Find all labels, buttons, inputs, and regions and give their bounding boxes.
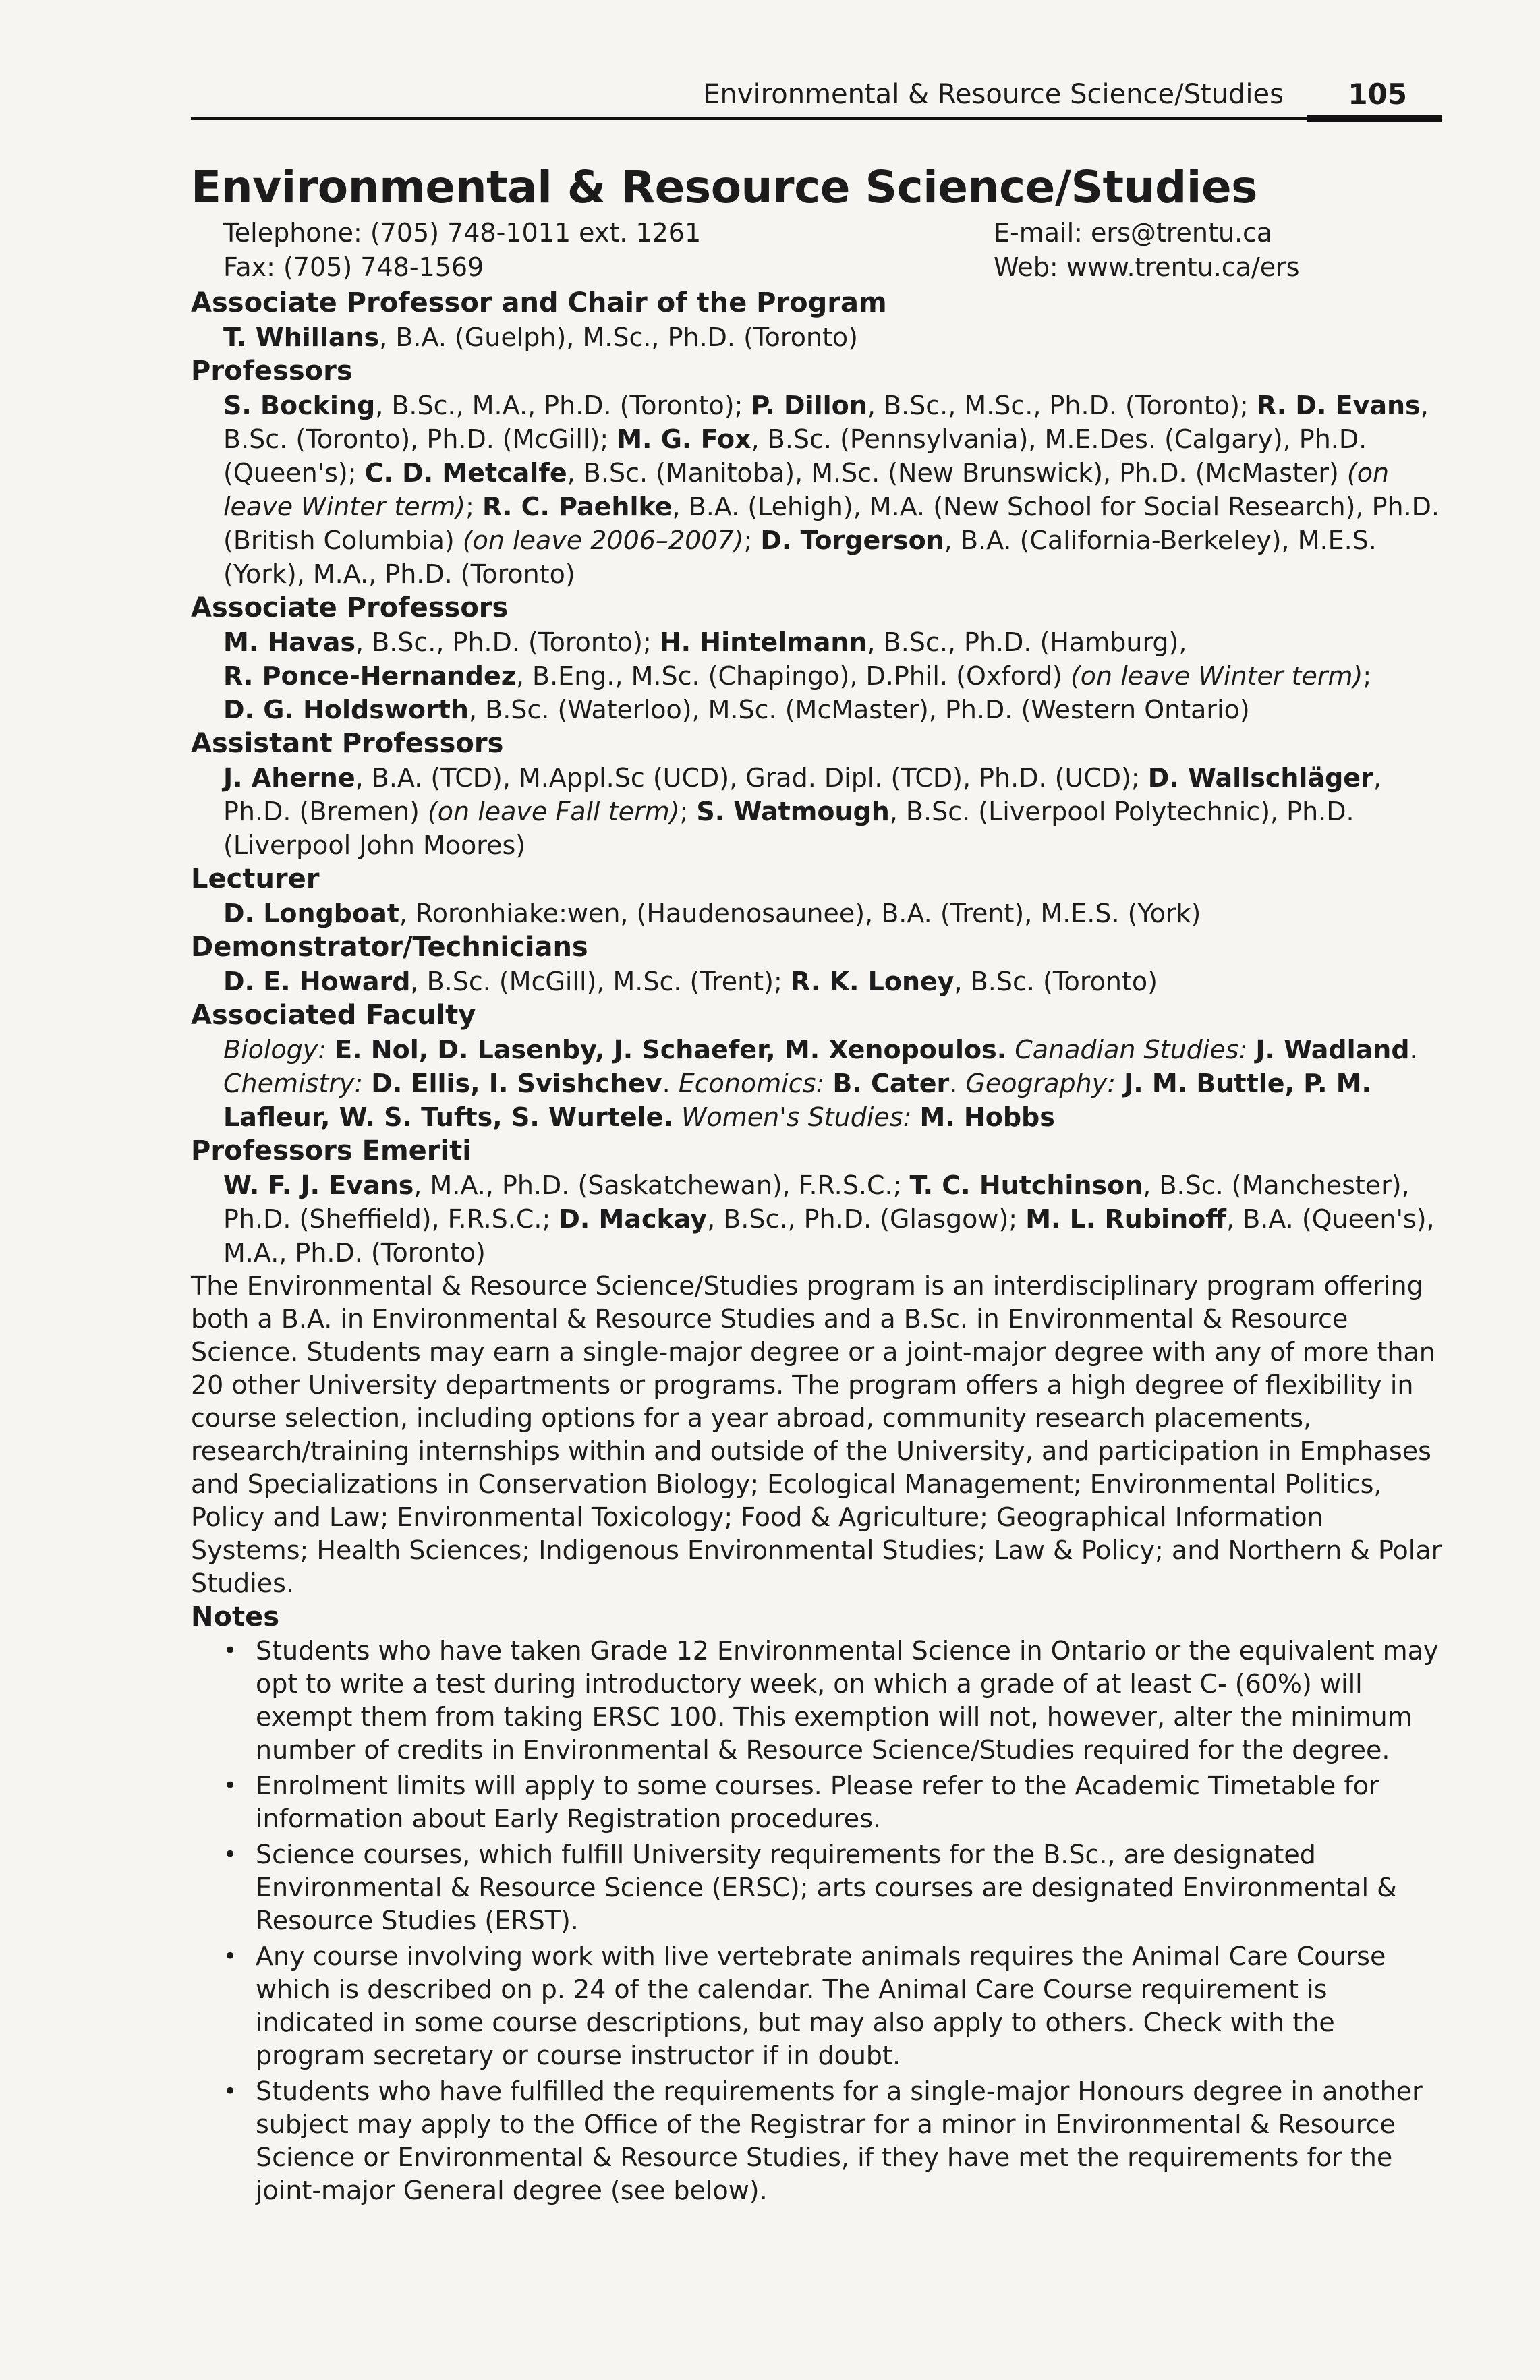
- header-bar: [1307, 115, 1442, 122]
- name-wallschlager: D. Wallschläger: [1147, 763, 1373, 793]
- page-number: 105: [1348, 78, 1407, 111]
- bullet-icon: •: [223, 1943, 237, 1970]
- demonstrators-heading: Demonstrator/Technicians: [191, 932, 588, 963]
- note-text: Science courses, which fulfill University requirements for the B.Sc., are designated Environmental & Resource Science (ERSC); arts courses are designated Environmental & Resource Studies (ERST).: [256, 1840, 1397, 1935]
- associated-faculty-entry: [191, 1033, 1442, 1134]
- professors-heading: Professors: [191, 356, 353, 387]
- name-wadland: J. Wadland: [1255, 1035, 1410, 1065]
- running-header-title: Environmental & Resource Science/Studies: [703, 79, 1284, 110]
- cred-mackay: , B.Sc., Ph.D. (Glasgow);: [707, 1204, 1026, 1234]
- cred-rubinoff: , B.A. (Queen's), M.A., Ph.D. (Toronto): [223, 1204, 1435, 1268]
- name-aherne: J. Aherne: [223, 763, 355, 793]
- cred-havas: , B.Sc., Ph.D. (Toronto);: [355, 627, 660, 657]
- cred-hutchinson: , B.Sc. (Manchester), Ph.D. (Sheffield), F.R.S.C.;: [223, 1170, 1410, 1234]
- cred-hintelmann: , B.Sc., Ph.D. (Hamburg),: [867, 627, 1187, 657]
- cred-bocking: , B.Sc., M.A., Ph.D. (Toronto);: [375, 391, 751, 420]
- dept-canadian-studies: Canadian Studies: [1015, 1035, 1239, 1065]
- chair-entry: [191, 320, 1442, 354]
- web-link[interactable]: Web: www.trentu.ca/ers: [994, 252, 1300, 282]
- name-loney: R. K. Loney: [790, 967, 954, 996]
- list-item: [191, 1940, 1442, 2072]
- sep-1: ;: [465, 492, 482, 521]
- name-evans: R. D. Evans: [1256, 391, 1421, 420]
- names-geography: J. M. Buttle, P. M. Lafleur, W. S. Tufts, S. Wurtele.: [223, 1069, 1371, 1132]
- name-ponce: R. Ponce-Hernandez: [223, 661, 516, 691]
- lecturer-heading: Lecturer: [191, 863, 320, 895]
- bullet-icon: •: [223, 1637, 237, 1664]
- sep-7: .: [949, 1069, 966, 1098]
- cred-wallschlager: , Ph.D. (Bremen): [223, 763, 1381, 826]
- sep-6: .: [662, 1069, 679, 1098]
- lecturer-entry: [191, 897, 1442, 930]
- cred-fox: , B.Sc. (Pennsylvania), M.E.Des. (Calgary), Ph.D. (Queen's);: [223, 424, 1367, 488]
- dept-chemistry: Chemistry: [223, 1069, 355, 1098]
- emeriti-heading: Professors Emeriti: [191, 1135, 472, 1166]
- dept-economics: Economics: [678, 1069, 816, 1098]
- note-text: Enrolment limits will apply to some courses. Please refer to the Academic Timetable for information about Early Registration procedures.: [256, 1771, 1379, 1834]
- page-content: [191, 162, 1442, 2210]
- list-item: [191, 1635, 1442, 1767]
- bullet-icon: •: [223, 1841, 237, 1868]
- professors-entry: [191, 389, 1442, 591]
- leave-ponce: (on leave Winter term): [1070, 661, 1363, 691]
- cred-loney: , B.Sc. (Toronto): [954, 967, 1158, 996]
- colon-5: :: [1107, 1069, 1124, 1098]
- assistant-professors-entry: [191, 761, 1442, 862]
- leave-paehlke: (on leave 2006–2007): [462, 526, 744, 555]
- cred-howard: , B.Sc. (McGill), M.Sc. (Trent);: [410, 967, 791, 996]
- cred-torgerson: , B.A. (California-Berkeley), M.E.S. (York), M.A., Ph.D. (Toronto): [223, 526, 1377, 589]
- assoc-professors-entry: [191, 625, 1442, 727]
- name-longboat: D. Longboat: [223, 899, 399, 928]
- colon-2: :: [1238, 1035, 1256, 1065]
- page-title: Environmental & Resource Science/Studies: [191, 161, 1257, 213]
- bullet-icon: •: [223, 2078, 237, 2105]
- colon-6: :: [903, 1102, 920, 1132]
- colon-4: :: [816, 1069, 833, 1098]
- colon-1: :: [318, 1035, 335, 1065]
- notes-list: [191, 1635, 1442, 2207]
- name-watmough: S. Watmough: [696, 797, 890, 826]
- running-header: [191, 76, 1442, 124]
- dept-geography: Geography: [965, 1069, 1108, 1098]
- name-cater: B. Cater: [832, 1069, 950, 1098]
- associated-faculty-heading: Associated Faculty: [191, 1000, 476, 1031]
- name-howard: D. E. Howard: [223, 967, 411, 996]
- demonstrators-entry: [191, 965, 1442, 998]
- name-holdsworth: D. G. Holdsworth: [223, 695, 469, 725]
- name-hobbs: M. Hobbs: [919, 1102, 1055, 1132]
- cred-aherne: , B.A. (TCD), M.Appl.Sc (UCD), Grad. Dipl. (TCD), Ph.D. (UCD);: [355, 763, 1148, 793]
- cred-metcalfe: , B.Sc. (Manitoba), M.Sc. (New Brunswick), Ph.D. (McMaster): [567, 458, 1347, 488]
- note-text: Any course involving work with live vertebrate animals requires the Animal Care Course which is described on p. 24 of the calendar. The Animal Care Course requirement is indicated in some course descriptions, but may also apply to others. Check with the program secretary or course instructor if in doubt.: [256, 1942, 1386, 2070]
- note-text: Students who have taken Grade 12 Environmental Science in Ontario or the equivalent may opt to write a test during introductory week, on which a grade of at least C- (60%) will exempt them from taking ERSC 100. This exemption will not, however, alter the minimum number of credits in Environmental & Resource Science/Studies required for the degree.: [256, 1636, 1439, 1765]
- list-item: [191, 1769, 1442, 1836]
- cred-longboat: , Roronhiake:wen, (Haudenosaunee), B.A. (Trent), M.E.S. (York): [399, 899, 1201, 928]
- name-torgerson: D. Torgerson: [760, 526, 944, 555]
- cred-paehlke: , B.A. (Lehigh), M.A. (New School for Social Research), Ph.D. (British Columbia): [223, 492, 1440, 555]
- contact-right: [994, 216, 1300, 285]
- name-wfj-evans: W. F. J. Evans: [223, 1170, 414, 1200]
- cred-watmough: , B.Sc. (Liverpool Polytechnic), Ph.D. (Liverpool John Moores): [223, 797, 1354, 860]
- name-havas: M. Havas: [223, 627, 355, 657]
- contact-left: [223, 216, 701, 285]
- name-rubinoff: M. L. Rubinoff: [1025, 1204, 1227, 1234]
- sep-4: ;: [679, 797, 697, 826]
- list-item: [191, 2075, 1442, 2207]
- name-bocking: S. Bocking: [223, 391, 376, 420]
- cred-wfj-evans: , M.A., Ph.D. (Saskatchewan), F.R.S.C.;: [413, 1170, 910, 1200]
- name-fox: M. G. Fox: [617, 424, 751, 454]
- note-text: Students who have fulfilled the requirements for a single-major Honours degree in another subject may apply to the Office of the Registrar for a minor in Environmental & Resource Science or Environmental & Resource Studies, if they have met the requirements for the joint-major General degree (see below).: [256, 2076, 1423, 2205]
- cred-whillans: , B.A. (Guelph), M.Sc., Ph.D. (Toronto): [379, 322, 858, 352]
- fax: Fax: (705) 748-1569: [223, 252, 484, 282]
- sep-5: .: [1409, 1035, 1418, 1065]
- list-item: [191, 1838, 1442, 1937]
- colon-3: :: [354, 1069, 372, 1098]
- leave-wallschlager: (on leave Fall term): [427, 797, 680, 826]
- cred-ponce: , B.Eng., M.Sc. (Chapingo), D.Phil. (Oxford): [515, 661, 1071, 691]
- leave-metcalfe: (on leave Winter term): [223, 458, 1390, 521]
- cred-dillon: , B.Sc., M.Sc., Ph.D. (Toronto);: [867, 391, 1257, 420]
- name-dillon: P. Dillon: [751, 391, 867, 420]
- sep-2: ;: [743, 526, 761, 555]
- name-hintelmann: H. Hintelmann: [659, 627, 867, 657]
- chair-heading: Associate Professor and Chair of the Program: [191, 287, 887, 318]
- program-description: The Environmental & Resource Science/Studies program is an interdisciplinary program offering both a B.A. in Environmental & Resource Studies and a B.Sc. in Environmental & Resource Science. Students may earn a single-major degree or a joint-major degree with any of more than 20 other University departments or programs. The program offers a high degree of flexibility in course selection, including options for a year abroad, community research placements, research/training internships within and outside of the University, and participation in Emphases and Specializations in Conservation Biology; Ecological Management; Environmental Politics, Policy and Law; Environmental Toxicology; Food & Agriculture; Geographical Information Systems; Health Sciences; Indigenous Environmental Studies; Law & Policy; and Northern & Polar Studies.: [191, 1271, 1442, 1598]
- name-metcalfe: C. D. Metcalfe: [364, 458, 567, 488]
- email-link[interactable]: E-mail: ers@trentu.ca: [994, 218, 1273, 248]
- name-paehlke: R. C. Paehlke: [482, 492, 673, 521]
- dept-biology: Biology: [223, 1035, 318, 1065]
- assoc-professors-heading: Associate Professors: [191, 592, 509, 623]
- cred-holdsworth: , B.Sc. (Waterloo), M.Sc. (McMaster), Ph.D. (Western Ontario): [469, 695, 1250, 725]
- sep-3: ;: [1363, 661, 1372, 691]
- assistant-professors-heading: Assistant Professors: [191, 728, 504, 759]
- name-mackay: D. Mackay: [559, 1204, 708, 1234]
- contact-info: [191, 216, 1442, 286]
- name-hutchinson: T. C. Hutchinson: [909, 1170, 1143, 1200]
- dept-womens-studies: Women's Studies: [681, 1102, 903, 1132]
- names-biology: E. Nol, D. Lasenby, J. Schaefer, M. Xenopoulos.: [335, 1035, 1007, 1065]
- cred-evans: , B.Sc. (Toronto), Ph.D. (McGill);: [223, 391, 1429, 454]
- name-whillans: T. Whillans: [223, 322, 380, 352]
- names-chemistry: D. Ellis, I. Svishchev: [371, 1069, 662, 1098]
- notes-heading: Notes: [191, 1602, 280, 1633]
- bullet-icon: •: [223, 1772, 237, 1799]
- telephone: Telephone: (705) 748-1011 ext. 1261: [223, 218, 702, 248]
- emeriti-entry: [191, 1168, 1442, 1270]
- header-rule: [191, 117, 1442, 120]
